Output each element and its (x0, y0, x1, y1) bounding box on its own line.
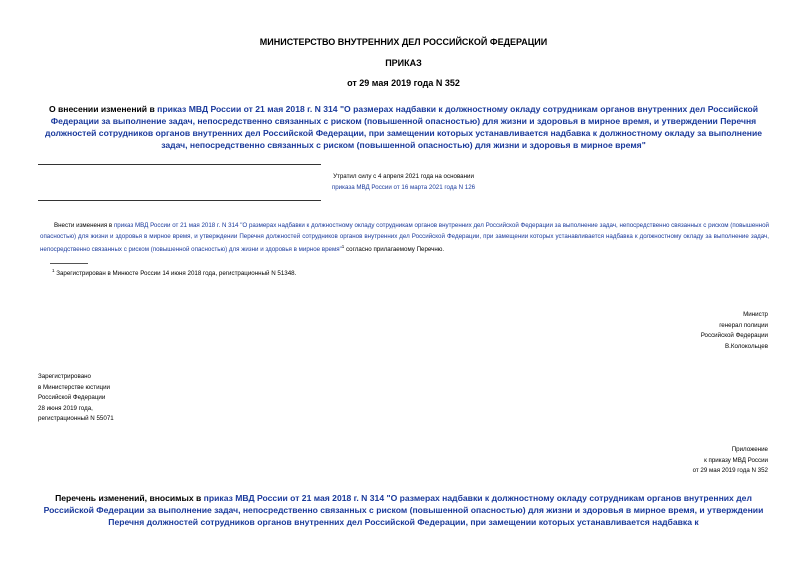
footnote-divider (50, 263, 88, 264)
list-title-prefix: Перечень изменений, вносимых в (55, 493, 204, 503)
document-title (40, 103, 767, 151)
signature-block (560, 310, 768, 352)
body-lead: Внести изменения в (54, 222, 114, 229)
footnote (52, 266, 652, 280)
registration-line: 28 июня 2019 года, (38, 404, 93, 412)
footnote-reference[interactable]: 1 (341, 244, 345, 249)
divider (38, 164, 321, 165)
document-type: ПРИКАЗ (385, 58, 422, 68)
divider (38, 200, 321, 201)
body-paragraph (40, 221, 769, 256)
footnote-text: Зарегистрирован в Минюсте России 14 июня 2018 года, регистрационный N 51348. (54, 270, 297, 278)
registration-block (38, 372, 238, 425)
list-title (38, 492, 769, 528)
signature-line: Министр (743, 311, 768, 318)
registration-line: регистрационный N 55071 (38, 415, 114, 422)
title-order-link[interactable]: приказ МВД России от 21 мая 2018 г. N 314 "О размерах надбавки к должностному окладу сотрудникам органов внутренних дел Российской Федерации за выполнение задач, непосредственно связанных с риском (повышенной опасностью) для жизни и здоровья в мирное время, и утверждении Перечня должностей сотрудников органов внутренних дел Российской Федерации, при замещении которых устанавливается надбавка к должностному окладу за выполнение задач, непосредственно связанных с риском (повышенной опасностью) для жизни и здоровья в мирное время" (44, 104, 763, 150)
appendix-block (560, 445, 768, 477)
body-tail: согласно прилагаемому Перечню. (344, 246, 445, 254)
title-prefix: О внесении изменений в (48, 104, 158, 114)
ministry-heading: МИНИСТЕРСТВО ВНУТРЕННИХ ДЕЛ РОССИЙСКОЙ ФЕДЕРАЦИИ (259, 37, 548, 47)
registration-line: Зарегистрировано (38, 373, 91, 380)
list-title-clip (38, 492, 769, 532)
body-order-link[interactable]: приказ МВД России от 21 мая 2018 г. N 314 "О размерах надбавки к должностному окладу сотрудникам органов внутренних дел Российской Федерации за выполнение задач, непосредственно связанных с риском (повышенной опасностью) для жизни и здоровья в мирное время, и утверждении Перечня должностей сотрудников органов внутренних дел Российской Федерации, при замещении которых устанавливается надбавка к должностному окладу за выполнение задач, непосредственно связанных с риском (повышенной опасностью) для жизни и здоровья в мирное время" (40, 222, 769, 254)
signature-line: генерал полиции (719, 321, 768, 329)
list-title-order-link[interactable]: приказ МВД России от 21 мая 2018 г. N 314 "О размерах надбавки к должностному окладу сотрудникам органов внутренних дел Российской Федерации за выполнение задач, непосредственно связанных с риском (повышенной опасностью) для жизни и здоровья в мирное время, и утверждении Перечня должностей сотрудников органов внутренних дел Российской Федерации, при замещении которых устанавливается надбавка к (43, 493, 764, 527)
footnote-marker: 1 (52, 268, 55, 273)
registration-line: в Министерстве юстиции (38, 383, 111, 391)
signature-line: Российской Федерации (700, 332, 768, 339)
status-line-1: Утратил силу с 4 апреля 2021 года на основании (333, 173, 474, 180)
registration-line: Российской Федерации (38, 394, 106, 401)
appendix-line: Приложение (731, 446, 768, 453)
document-date-number: от 29 мая 2019 года N 352 (347, 78, 460, 88)
appendix-line: к приказу МВД России (704, 456, 768, 464)
appendix-line: от 29 мая 2019 года N 352 (692, 467, 768, 474)
signature-line: В.Колокольцев (725, 342, 768, 350)
status-repeal-link[interactable]: приказа МВД России от 16 марта 2021 года N 126 (331, 184, 476, 191)
